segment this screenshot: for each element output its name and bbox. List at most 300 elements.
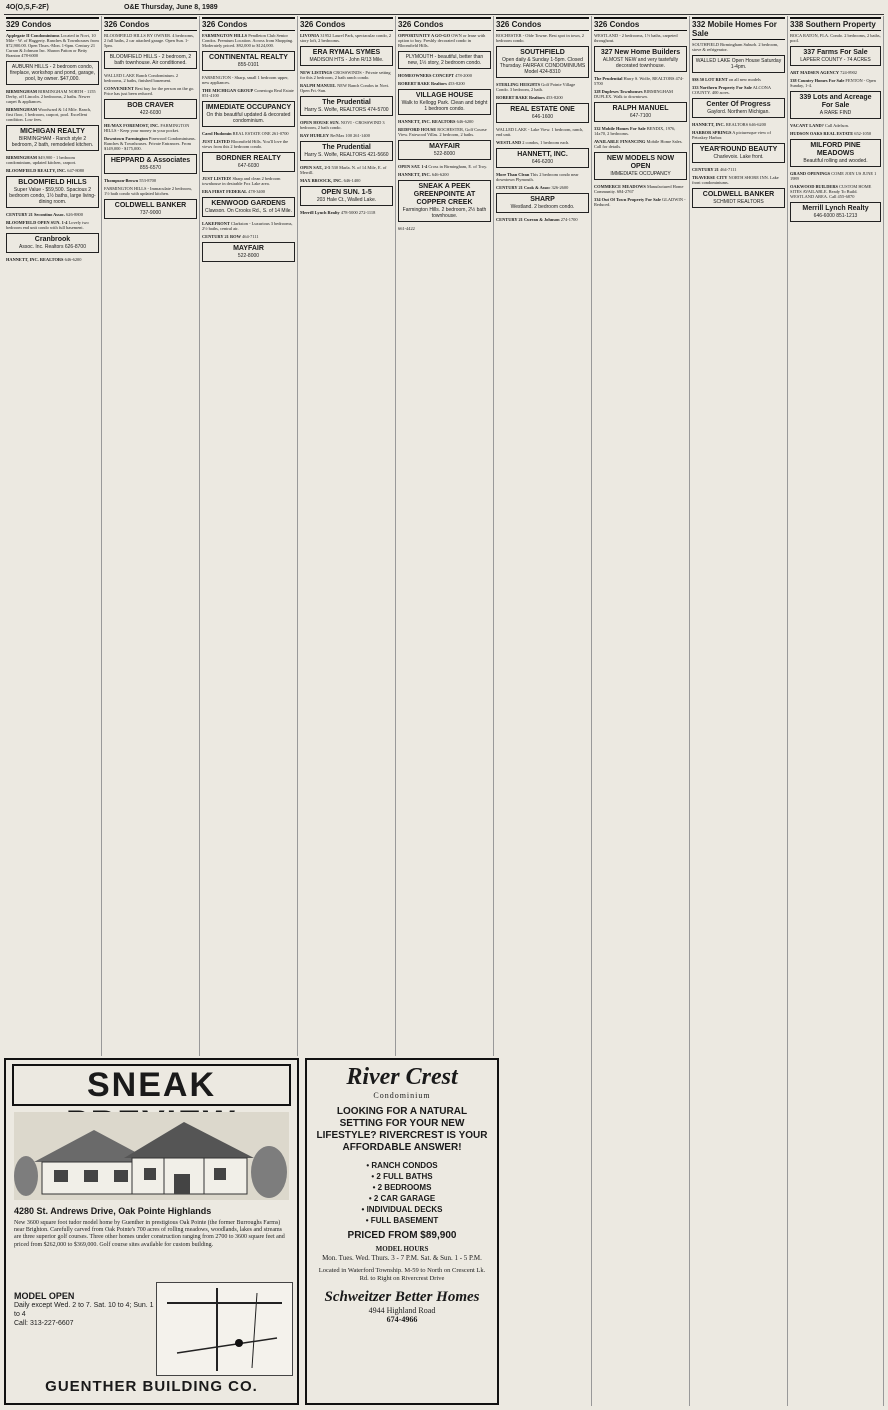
classified-ad — [496, 103, 589, 123]
ad-text: SOUTHFIELD Birmingham Suburb. 2 bedroom, stove & refrigerator. — [692, 42, 779, 52]
ad-text: On this beautiful updated & decorated condominium. — [206, 112, 291, 124]
classified-ad — [594, 33, 687, 43]
ad-title: CONTINENTAL REALTY — [209, 54, 288, 61]
classified-ad — [398, 172, 491, 177]
ad-text: 326-2600 — [551, 185, 569, 190]
ad-text: 453-8200 — [545, 95, 563, 100]
classified-ad — [104, 154, 197, 174]
feature-item: • 2 BEDROOMS — [372, 1183, 432, 1192]
ad-title: CENTURY 21 Secontino Assoc. — [6, 212, 65, 217]
ad-text: 652-1050 — [854, 131, 872, 136]
ad-title: LAKEFRONT — [202, 221, 230, 226]
classified-ad — [692, 122, 785, 127]
ad-text: Walk to Kellogg Park. Clean and bright 1 bedroom condo. — [401, 100, 488, 112]
ad-title: OPEN SAT. 1-4 — [398, 164, 428, 169]
ad-title: MICHIGAN REALTY — [20, 128, 85, 135]
ad-title: ERA FIRST FEDERAL — [202, 189, 248, 194]
ad-title: 328 Duplexes Townhouses — [594, 89, 643, 94]
feature-list — [307, 1160, 497, 1226]
classified-ad — [104, 199, 197, 219]
ad-text: 646-6200 — [431, 172, 449, 177]
ad-title: HOMEOWNERS CONCEPT — [398, 73, 454, 78]
classified-ad — [202, 221, 295, 231]
classified-column — [102, 16, 200, 1056]
ad-title: BIRMINGHAM — [6, 155, 37, 160]
ad-text: Cross in Birmingham, E. of Troy. — [428, 164, 488, 169]
classified-ad — [692, 188, 785, 208]
ad-title: MAYFAIR — [233, 245, 264, 252]
ad-text: 553-8700 — [139, 178, 157, 183]
classified-ad — [6, 257, 99, 262]
sneak-preview-ad — [4, 1058, 299, 1405]
classified-ad — [300, 178, 393, 183]
ad-text: 646-6200 — [531, 159, 554, 165]
ad-text: 274-1700 — [560, 217, 578, 222]
classified-ad — [300, 96, 393, 116]
ad-text: CROSSWINDS - Private setting for this 2 bedroom, 2 bath ranch condo. — [300, 70, 391, 80]
ad-title: SOUTHFIELD — [520, 49, 565, 56]
page-number: 4O(O,S,F-2F) — [6, 4, 49, 11]
ad-text: Harry S. Wolfe, REALTORS 474-5700 — [304, 107, 389, 113]
column-heading: 326 Condos — [398, 17, 491, 31]
classified-ad — [398, 180, 491, 222]
column-heading: 326 Condos — [104, 17, 197, 31]
classified-ad — [398, 140, 491, 160]
ad-text: Mobile Home Sales. Call for details. — [594, 139, 683, 149]
ad-text: 478-3400 — [248, 189, 266, 194]
ad-title: Carol Hudomin — [202, 131, 232, 136]
ad-title: STERLING HEIGHTS — [496, 82, 541, 87]
feature-item: • RANCH CONDOS — [366, 1161, 438, 1170]
ad-text: NORTH SHORE INN. Lake front condominiums. — [692, 175, 779, 185]
ad-text: PLYMOUTH - beautiful, better than new, 1½ story, 2 bedroom condo. — [405, 54, 484, 66]
classified-column — [396, 16, 494, 1056]
ad-title: CENTURY 21 — [692, 167, 719, 172]
ad-title: AVAILABLE FINANCING — [594, 139, 646, 144]
ad-title: JUST LISTED! — [202, 176, 232, 181]
model-hours-text: Mon. Tues. Wed. Thurs. 3 - 7 P.M. Sat. & Sun. 1 - 5 P.M. — [322, 1254, 482, 1262]
ad-text: 646-6200 — [456, 119, 474, 124]
ad-title: SNEAK A PEEK GREENPOINTE AT COPPER CREEK — [413, 183, 476, 206]
ad-text: MADISON HTS - John R/13 Mile. — [309, 57, 384, 63]
ad-text: Conestoga Real Estate 851-4100 — [202, 88, 294, 98]
column-heading: 338 Southern Property — [790, 17, 881, 31]
sneak-preview-title: SNEAK — [12, 1064, 291, 1106]
classified-ad — [496, 185, 589, 190]
classified-ad — [496, 148, 589, 168]
ad-text: BOCA RATON, FLA. Condo. 2 bedrooms, 2 baths, pool. — [790, 33, 881, 43]
classified-ad — [398, 164, 491, 169]
column-heading: 326 Condos — [594, 17, 687, 31]
ad-text: Gaylord. Northern Michigan. — [707, 109, 770, 115]
river-crest-tagline: LOOKING FOR A NATURAL SETTING FOR YOUR NEW LIFESTYLE? RIVERCREST IS YOUR AFFORDABLE ANSWER! — [316, 1106, 488, 1153]
ad-title: TRAVERSE CITY — [692, 175, 728, 180]
ad-text: WALLED LAKE Open House Saturday 1-4pm. — [695, 58, 782, 70]
classified-ad — [496, 33, 589, 43]
classified-ad — [398, 81, 491, 86]
classified-ad — [6, 125, 99, 151]
classified-ad — [300, 186, 393, 206]
agent-phone: 674-4966 — [386, 1315, 418, 1324]
classified-column — [788, 16, 884, 1406]
ad-text: 647-8080 — [67, 168, 85, 173]
classified-ad — [790, 78, 881, 88]
ad-title: HANNETT, INC. REALTORS — [6, 257, 64, 262]
ad-text: 647-7100 — [629, 113, 652, 119]
ad-text: 522-8000 — [433, 151, 456, 157]
ad-title: VACANT LAND? — [790, 123, 824, 128]
classified-ad — [790, 123, 881, 128]
ad-text: Pinewood Condominiums. Ranches & Townhouses. Private Entrances. From $149,000 - $175,000. — [104, 136, 196, 151]
classified-ad — [790, 46, 881, 66]
ad-title: The Prudential — [322, 99, 371, 106]
ad-text: Call Adelson. — [824, 123, 849, 128]
classified-ad — [496, 82, 589, 92]
ad-text: WESTLAND - 2 bedrooms, 1½ baths, carpeted throughout. — [594, 33, 678, 43]
classified-ad — [692, 42, 785, 52]
classified-ad — [692, 143, 785, 163]
classified-column — [200, 16, 298, 1056]
classified-ad — [790, 139, 881, 167]
ad-text: ALCONA COUNTY. 400 acres. — [692, 85, 771, 95]
classified-ad — [398, 33, 491, 48]
ad-text: REALTORS 646-6200 — [725, 122, 766, 127]
ad-title: 337 Farms For Sale — [803, 49, 868, 56]
publication-date: O&E Thursday, June 8, 1989 — [124, 4, 218, 11]
ad-text: Clawson. On Crooks Rd., S. of 14 Mile. — [205, 208, 292, 214]
classified-ad — [594, 89, 687, 99]
model-hours: Daily except Wed. 2 to 7. Sat. 10 to 4; Sun. 1 to 4 — [14, 1302, 154, 1318]
classified-ad — [692, 175, 785, 185]
ad-title: ROBERT BAKE Realtors — [496, 95, 545, 100]
ad-title: NEW LISTINGS — [300, 70, 333, 75]
ad-text: FARMINGTON HILLS - Immaculate 2 bedroom, 1½ bath condo with updated kitchen. — [104, 186, 192, 196]
ad-title: REAL ESTATE ONE — [510, 106, 575, 113]
classified-ad — [202, 139, 295, 149]
classified-ad — [202, 101, 295, 127]
ad-title: 334 Out Of Town Property For Sale — [594, 197, 661, 202]
ad-text: COME JOIN US JUNE 1 1989 — [790, 171, 877, 181]
feature-item: • FULL BASEMENT — [365, 1216, 439, 1225]
classified-ad — [202, 33, 295, 48]
river-crest-price: PRICED FROM $89,900 — [347, 1230, 457, 1241]
ad-title: Center Of Progress — [706, 101, 771, 108]
ad-text: SCHMIDT REALTORS — [713, 199, 764, 205]
ad-title: 333 Northern Property For Sale — [692, 85, 752, 90]
ad-text: Sharp and clean 2 bedroom townhouse in desirable Fox Lake area. — [202, 176, 281, 186]
ad-title: COLDWELL BANKER — [114, 202, 187, 209]
ad-text: Harry S. Wolfe, REALTORS 421-5660 — [304, 152, 389, 158]
feature-item: • 2 CAR GARAGE — [368, 1194, 436, 1203]
model-open-block — [14, 1292, 154, 1328]
ad-text: 626-8800 — [66, 212, 83, 217]
ad-text: Clarkston - Luxurious 3 bedrooms, 2½ baths, central air. — [202, 221, 293, 231]
ad-text: OWN or lease with option to buy. Freshly decorated condo in Bloomfield Hills. — [398, 33, 486, 48]
ad-title: CONVENIENT — [104, 86, 134, 91]
classified-ad — [6, 155, 99, 165]
ad-text: ROCHESTER, Golf Course View. Fairwood Villas. 2 bedroom, 2 baths. — [398, 127, 487, 137]
classified-ad — [202, 88, 295, 98]
ad-text: Westland. 2 bedroom condo. — [510, 204, 575, 210]
directions: Located in Waterford Township. M-59 to North on Crescent Lk. Rd. to Right on Rivercrest Drive — [318, 1267, 486, 1282]
classified-ad — [300, 46, 393, 66]
classified-ad — [104, 86, 197, 96]
ad-title: The Prudential — [594, 76, 623, 81]
ad-text: WALLED LAKE Ranch Condominium. 2 bedrooms, 2 baths, finished basement. — [104, 73, 179, 83]
river-crest-subtitle: Condominium — [373, 1091, 431, 1100]
classified-column — [690, 16, 788, 1406]
ad-text: 737-9000 — [139, 210, 162, 216]
ad-title: 338 Country Homes For Sale — [790, 78, 845, 83]
ad-text: 522-8000 — [237, 253, 260, 259]
ad-title: MILFORD PINE MEADOWS — [810, 142, 861, 157]
ad-text: 647-6030 — [237, 163, 260, 169]
ad-title: VILLAGE HOUSE — [415, 92, 474, 99]
ad-title: THE MICHIGAN GROUP — [202, 88, 254, 93]
classified-ad — [594, 46, 687, 72]
ad-title: Downtown Farmington — [104, 136, 148, 141]
classified-ad — [790, 202, 881, 222]
classified-ad — [496, 46, 589, 78]
classified-ad — [790, 70, 881, 75]
classified-ad — [6, 176, 99, 208]
ad-title: RALPH MANUEL — [300, 83, 336, 88]
classified-ad — [496, 193, 589, 213]
classified-ad — [104, 99, 197, 119]
sneak-description: New 3600 square foot tudor model home by Guenther in prestigious Oak Pointe (the former Burroughs Farms) near Brighton. Carefully carved from Oak Pointe's 700 acres of rolling meadows, woodlands, lakes and streams are three superior golf courses. Three other homes under construction ranging from 2700 to 3600 square feet and priced from $262,000 to $369,000. Golf course sites available for custom building. — [14, 1220, 285, 1248]
ad-title: BIRMINGHAM — [6, 89, 37, 94]
ad-text: NEW Ranch Condos in Novi. Open Fri.-Sun. — [300, 83, 390, 93]
ad-title: Applegate II Condominiums — [6, 33, 60, 38]
classified-ad — [300, 83, 393, 93]
location-map — [156, 1282, 293, 1376]
builder-name: GUENTHER BUILDING CO. — [45, 1378, 258, 1395]
ad-text: 724-8902 — [840, 70, 857, 75]
ad-text: Located in Novi, 10 Mile - W. of Haggerty. Ranches & Townhouses from $72,900.00. Open Thurs.-Mon. 1-6pm. Century 21 Curran & Johnson Inc. Sharon Patton or Betty Branton 478-6000 — [6, 33, 99, 58]
column-heading: 326 Condos — [300, 17, 393, 31]
ad-text: 646-1400 — [343, 178, 361, 183]
classified-column — [4, 16, 102, 1056]
ad-text: $49,900 - 1 bedroom condominium, updated kitchen, carport. — [6, 155, 77, 165]
classified-ad — [594, 102, 687, 122]
classified-ad — [202, 176, 295, 186]
ad-title: 339 Lots and Acreage For Sale — [799, 94, 872, 109]
ad-title: BLOOMFIELD REALTY, INC. — [6, 168, 67, 173]
ad-title: HE/MAX FOREMOST, INC. — [104, 123, 160, 128]
feature-item: • 2 FULL BATHS — [371, 1172, 433, 1181]
classified-ad — [594, 139, 687, 149]
ad-title: MAYFAIR — [429, 143, 460, 150]
ad-text: 855-6570 — [139, 165, 162, 171]
ad-text: 453-8200 — [447, 81, 465, 86]
ad-title: HARBOR SPRINGS — [692, 130, 732, 135]
classified-ad — [398, 89, 491, 115]
ad-title: BLOOMFIELD OPEN SUN. 1-4 — [6, 220, 68, 225]
ad-title: ROBERT BAKE Realtors — [398, 81, 447, 86]
ad-text: 646-6000 851-1213 — [813, 213, 858, 219]
ad-title: MAX BROOCK, INC. — [300, 178, 343, 183]
classified-ad — [202, 242, 295, 262]
classified-ad — [594, 76, 687, 86]
ad-text: 464-7111 — [242, 234, 259, 239]
ad-text: BENDIX, 1976, 14x70, 2 bedrooms. — [594, 126, 676, 136]
ad-text: This 2 bedroom condo near downtown Plymouth. — [496, 172, 579, 182]
ad-text: FARMINGTON - Sharp, small 1 bedroom upper, new appliances. — [202, 75, 289, 85]
classified-ad — [790, 91, 881, 119]
ad-title: HEPPARD & Associates — [110, 157, 191, 164]
classified-ad — [496, 95, 589, 100]
ad-title: SHARP — [530, 196, 555, 203]
classified-ad — [692, 77, 785, 82]
column-heading: 326 Condos — [202, 17, 295, 31]
classified-ad — [202, 75, 295, 85]
classified-ad — [594, 197, 687, 207]
ad-text: Lovely two bedroom end unit condo with full basement. — [6, 220, 89, 230]
classified-ad — [300, 33, 393, 43]
ad-text: Open daily & Sunday 1-5pm. Closed Thursday. FAIRFAX CONDOMINIUMS Model 424-8310 — [499, 57, 586, 75]
ad-text: IMMEDIATE OCCUPANCY — [610, 171, 671, 177]
classified-ad — [594, 126, 687, 136]
classified-ad — [300, 141, 393, 161]
ad-text: BLOOMFIELD HILLS BY OWNER. 4 bedrooms, 2 full baths, 2 car attached garage. Open Sun. 1-5pm. — [104, 33, 194, 48]
ad-text: 31952 Laurel Park, spectacular condo, 2 story loft, 2 bedrooms. — [300, 33, 392, 43]
classified-column — [494, 16, 592, 1406]
ad-title: IMMEDIATE OCCUPANCY — [205, 104, 292, 111]
model-phone: Call: 313-227-6607 — [14, 1320, 74, 1327]
classified-ad — [692, 55, 785, 73]
model-address: 4280 St. Andrews Drive, Oak Pointe Highlands — [14, 1206, 212, 1216]
ad-text: BLOOMFIELD HILLS - 2 bedroom, 2 bath townhouse. Air conditioned. — [109, 54, 192, 66]
ad-text: 530 Marla. N. of 14 Mile, E. of Merrill. — [300, 165, 387, 175]
classified-ad — [202, 152, 295, 172]
ad-title: 327 New Home Builders — [600, 49, 681, 56]
ad-text: Woodward & 14 Mile. Ranch, first floor, 1 bedroom, carport, pool. Excellent condition. Low fees. — [6, 107, 92, 122]
classified-ad — [692, 167, 785, 172]
ad-text: 661-4422 — [398, 226, 415, 231]
ad-title: NEW MODELS NOW OPEN — [606, 155, 675, 170]
classified-ad — [104, 73, 197, 83]
ad-title: Merrill Lynch Realty — [802, 205, 869, 212]
ad-text: 646-1600 — [531, 114, 554, 120]
ad-text: ALMOST NEW and very tastefully decorated townhouse. — [602, 57, 679, 69]
ad-title: COMMERCE MEADOWS — [594, 184, 646, 189]
classified-ad — [594, 152, 687, 180]
ad-title: KENWOOD GARDENS — [211, 200, 286, 207]
ad-title: CENTURY 21 Curran & Johnson — [496, 217, 560, 222]
model-hours-title: MODEL HOURS — [375, 1245, 429, 1253]
ad-title: BORDNER REALTY — [216, 155, 281, 162]
ad-title: $$$ 50 LOT RENT — [692, 77, 728, 82]
classified-ad — [104, 178, 197, 183]
classified-ad — [202, 51, 295, 71]
classified-column — [592, 16, 690, 1406]
ad-title: WESTLAND — [496, 140, 522, 145]
ad-title: BOB CRAVER — [127, 102, 174, 109]
classified-ad — [398, 127, 491, 137]
ad-title: CENTURY 21 ROW — [202, 234, 241, 239]
classified-ad — [496, 127, 589, 137]
ad-title: HANNETT, INC. REALTORS — [398, 119, 456, 124]
ad-title: FARMINGTON HILLS — [202, 33, 248, 38]
classified-ad — [104, 51, 197, 69]
ad-text: 2 condos, 1 bedroom each. — [522, 140, 570, 145]
classified-ad — [790, 171, 881, 181]
classified-ad — [692, 98, 785, 118]
house-illustration — [14, 1112, 289, 1200]
classified-ad — [104, 33, 197, 48]
classified-ad — [202, 189, 295, 194]
classified-ad — [398, 119, 491, 124]
ad-text: BIRMINGHAM NORTH - 1155 Derby, off Lincoln. 2 bedrooms, 2 baths. Newer carpet & appliances. — [6, 89, 96, 104]
ad-title: RAY HUHLEY — [300, 133, 330, 138]
ad-text: AUBURN HILLS - 2 bedroom condo, fireplace, workshop and pond, garage, pool, by owner. $47,000. — [9, 64, 96, 82]
ad-text: 203 Hale Ct., Walled Lake. — [316, 197, 377, 203]
ad-text: ROCHESTER - Olde Towne. Best spot in town, 2 bedroom condo. — [496, 33, 584, 43]
classified-ad — [202, 131, 295, 136]
ad-text: 646-6200 — [64, 257, 82, 262]
column-heading: 326 Condos — [496, 17, 589, 31]
ad-text: 855-0101 — [237, 62, 260, 68]
column-heading: 329 Condos — [6, 17, 99, 31]
feature-item: • INDIVIDUAL DECKS — [361, 1205, 443, 1214]
ad-text: Bloomfield Hills. You'll love the views from this 2 bedroom condo. — [202, 139, 289, 149]
classified-ad — [6, 33, 99, 58]
classified-ad — [496, 217, 589, 222]
classified-ad — [202, 234, 295, 239]
classified-ad — [300, 133, 393, 138]
ad-title: OAKWOOD BUILDERS — [790, 184, 838, 189]
river-crest-ad — [305, 1058, 499, 1405]
ad-title: GRAND OPENINGS — [790, 171, 831, 176]
ad-text: REAL ESTATE ONE 261-0700 — [232, 131, 289, 136]
ad-title: CENTURY 21 Cook & Assoc — [496, 185, 551, 190]
ad-title: LIVONIA — [300, 33, 320, 38]
ad-title: The Prudential — [322, 144, 371, 151]
ad-title: JUST LISTED — [202, 139, 230, 144]
ad-title: HANNETT, INC. — [398, 172, 431, 177]
ad-text: Super Value - $59,500. Spacious 2 bedroom condo, 1½ baths, large living-dining room. — [9, 187, 96, 205]
classified-ad — [6, 220, 99, 230]
ad-text: BIRMINGHAM DUPLEX. Walk to downtown. — [594, 89, 673, 99]
ad-text: BIRMINGHAM - Ranch style 2 bedroom, 2 bath, remodeled kitchen. — [11, 136, 94, 148]
ad-text: Charlevoix. Lake front. — [713, 154, 764, 160]
classified-ad — [398, 226, 491, 231]
ad-title: OPEN SAT., 2-5 — [300, 165, 331, 170]
ad-text: WALLED LAKE - Lake View. 1 bedroom, ranch, end unit. — [496, 127, 584, 137]
ad-title: YEAR'ROUND BEAUTY — [699, 146, 778, 153]
ad-title: Merrill Lynch Realty — [300, 210, 340, 215]
ad-title: More Than Clean — [496, 172, 530, 177]
ad-text: 422-6030 — [139, 110, 162, 116]
ad-text: Assoc. Inc. Realtors 626-8700 — [19, 244, 86, 250]
ad-title: HANNETT, INC. — [692, 122, 725, 127]
ad-title: HANNETT, INC. — [517, 151, 568, 158]
classified-ad — [496, 140, 589, 145]
ad-text: NOVI - CROSSWIND 3 bedroom, 2 bath condo. — [300, 120, 385, 130]
ad-title: HUDSON OAKS REAL ESTATE — [790, 131, 854, 136]
ad-title: RALPH MANUEL — [612, 105, 669, 112]
classified-column — [298, 16, 396, 1056]
ad-text: FENTON - Open Sunday, 1-4. — [790, 78, 876, 88]
classified-ad — [6, 212, 99, 217]
ad-text: FARMINGTON HILLS - Keep your money in your pocket. — [104, 123, 190, 133]
ad-text: A picturesque view of Petoskey Harbor. — [692, 130, 771, 140]
classified-ad — [6, 89, 99, 104]
classified-ad — [300, 70, 393, 80]
agent-logo: Schweitzer Better Homes — [324, 1289, 480, 1305]
ad-title: BLOOMFIELD HILLS — [18, 179, 87, 186]
ad-title: OPEN SUN. 1-5 — [321, 189, 372, 196]
